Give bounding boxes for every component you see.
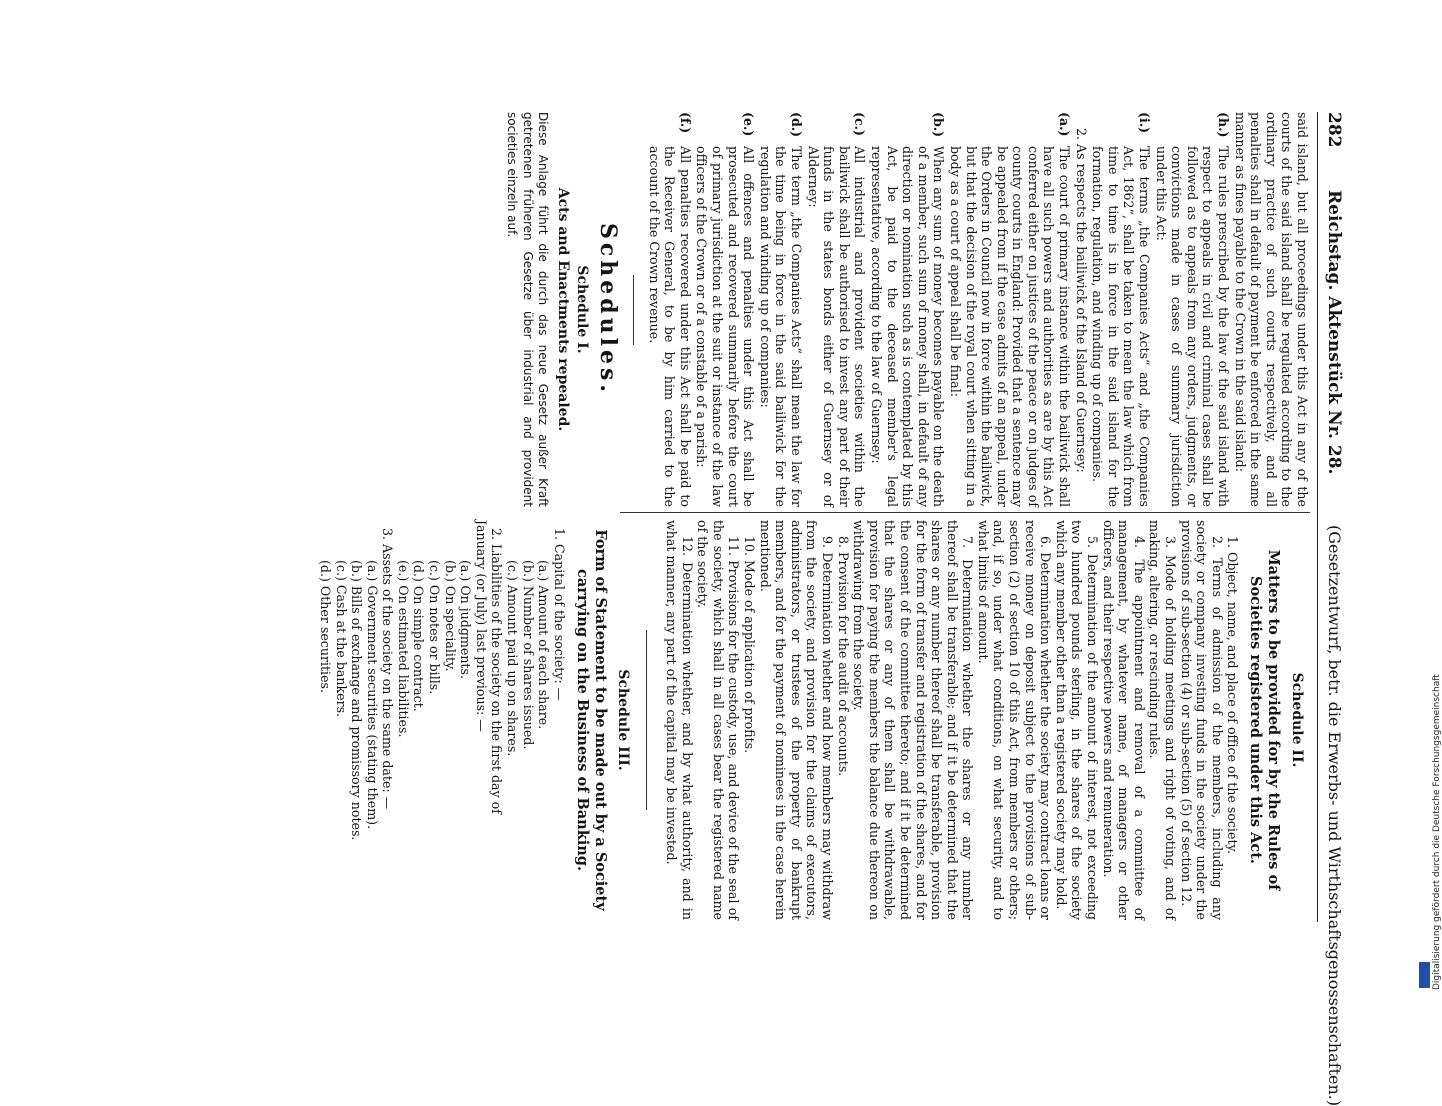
section-paragraph: 2. As respects the bailiwick of the Island of Guernsey: <box>1073 128 1089 473</box>
schedule-item: 3. Mode of holding meetings and right of voting, and of making, altering, or rescinding rules. <box>1147 520 1179 920</box>
statement-line: (b.) Number of shares issued. <box>520 560 536 750</box>
statement-line: January (or July) last previous: — <box>473 520 489 732</box>
clause-text: All industrial and provident societies within the bailiwick shall be authorised to invest any part of their funds in the states bonds either of Guernsey or of Alderney: <box>805 146 868 507</box>
schedule-1-heading: Schedule I. <box>574 265 591 354</box>
clause-label: (b.) <box>931 112 947 138</box>
clause-label: (c.) <box>852 112 868 136</box>
clause-item <box>694 112 756 507</box>
column-divider <box>620 512 1310 513</box>
clause-item <box>757 112 804 507</box>
dfg-logo-icon <box>1419 962 1430 988</box>
clause-item <box>805 112 867 507</box>
section-divider <box>633 275 634 345</box>
schedule-divider <box>646 630 647 810</box>
statement-line: (b.) On speciality. <box>442 560 458 672</box>
statement-line: (a.) Amount of each share. <box>536 560 552 730</box>
schedule-1-title: Acts and Enactments repealed. <box>554 187 571 432</box>
statement-form <box>317 520 567 920</box>
digitization-stamp <box>1418 0 1442 1000</box>
page-number: 282 <box>1324 112 1344 148</box>
statement-line: (b.) Bills of exchange and promissory notes. <box>349 560 365 841</box>
schedule-1-note: Diese Anlage führt die durch das neue Gesetz außer Kraft getretenen früheren Gesetze über industrial and provident societies einzeln auf. <box>505 112 551 507</box>
publication-line: Reichstag. Aktenstück Nr. 28. <box>1324 190 1344 475</box>
statement-line: (a.) Government securities (stating them). <box>364 560 380 830</box>
clause-label: (f.) <box>677 112 693 134</box>
clause-item <box>868 112 946 507</box>
page-header <box>1314 0 1344 1106</box>
statement-line: (d.) Other securities. <box>317 560 333 694</box>
statement-line: (c.) Cash at the bankers. <box>333 560 349 718</box>
schedule-2-title: Matters to be provided for by the Rules of Societies registered under this Act. <box>1247 549 1283 891</box>
schedule-item: 12. Determination whether, and by what authority, and in what manner, any part of the capital may be invested. <box>664 520 695 920</box>
statement-line: (c.) Amount paid up on shares. <box>505 560 521 757</box>
schedule-item: 1. Object, name, and place of office of the society. <box>1225 536 1241 854</box>
clause-label: (h.) <box>1216 112 1232 138</box>
clause-label: (d.) <box>789 112 804 138</box>
schedule-item: 2. Terms of admission of the members, including any society or company investing funds in the society under the provisions of sub-section (4) or sub-section (5) of section 12. <box>1178 520 1225 920</box>
right-column <box>317 520 1310 920</box>
left-column <box>504 112 1311 507</box>
clause-item <box>947 112 1072 507</box>
header-rule <box>1317 112 1318 922</box>
clause-text: All penalties recovered under this Act shall be paid to the Receiver General, to be by him carried to the account of the Crown revenue. <box>646 146 693 507</box>
paragraph-continuation: said island, but all proceedings under this Act in any of the courts of the said island shall be regulated according to the ordinary practice of such courts respectively, and all penalties shall in default of payment be enforced in the same manner as fines payable to the Crown in the said island: <box>1232 112 1310 507</box>
clause-text: The court of primary instance within the bailiwick shall have all such powers and authorities as are by this Act conferred either on justices of the peace or on judges of county courts in England: Provided that a sentence may be appealed from if the case admits of an appeal, under the Orders in Council now in force within the bailiwick, but that the decision of the royal court when sitting in a body as a court of appeal shall be final: <box>947 146 1073 507</box>
statement-line: (c.) On notes or bills. <box>427 560 443 695</box>
schedule-item: 11. Provisions for the custody, use, and device of the seal of the society, which shall in all cases bear the registered name of the society. <box>695 520 742 920</box>
statement-line: 1. Capital of the society: — <box>551 528 567 701</box>
clause-text: When any sum of money becomes payable on the death of a member, such sum of money shall, in default of any direction or nomination such as is contemplated by this Act, be paid to the deceased member's legal representative, according to the law of Guernsey: <box>868 146 947 507</box>
statement-line: (e.) On estimated liabilities. <box>395 560 411 738</box>
schedule-item: 10. Mode of application of profits. <box>742 536 757 754</box>
clause-label: (e.) <box>741 112 757 137</box>
schedule-item: 7. Determination whether the shares or any number thereof shall be transferable; and if it be determined that the shares or any number thereof shall be transferable, provision for the form of transfer and registration of the shares, and for the consent of the committee thereto; and if it be determined that the shares or any of them shall be withdrawable, provision for paying the members the balance due thereon on withdrawing from the society. <box>851 520 976 920</box>
clause-text: The terms „the Companies Acts“ and „the Companies Act, 1862“, shall be taken to mean the law which from time to time is in force in the said island for the formation, regulation, and winding up of companies. <box>1090 146 1153 507</box>
schedule-item: 4. The appointment and removal of a committee of management, by whatever name, of managers or other officers, and their respective powers and remuneration. <box>1100 520 1147 920</box>
schedule-item: 5. Determination of the amount of interest, not exceeding two hundred pounds sterling, in the shares of the society which any member other than a registered society may hold. <box>1053 520 1101 920</box>
schedule-2-heading: Schedule II. <box>1289 672 1305 768</box>
clause-item <box>1090 112 1152 507</box>
digitization-credit: Digitalisierung gefördert durch die Deutsche Forschungsgemeinschaft <box>1432 674 1442 990</box>
schedules-heading: Schedules. <box>595 222 622 397</box>
schedule-3-heading: Schedule III. <box>615 669 632 771</box>
statement-line: (a.) On judgments. <box>458 560 474 679</box>
clause-label: (a.) <box>1057 112 1073 137</box>
statement-line: 3. Assets of the society on the same date: — <box>380 528 396 810</box>
clause-item <box>646 112 693 507</box>
clause-text: The term „the Companies Acts“ shall mean the law for the time being in force in the said bailiwick for the regulation and winding up of companies: <box>757 146 804 507</box>
schedule-3-title: Form of Statement to be made out by a Society carrying on the Business of Banking. <box>573 529 609 911</box>
page-title: (Gesetzentwurf, betr. die Erwerbs- und Wirthschaftsgenossenschaften.) <box>1325 525 1344 1106</box>
schedule-item: 6. Determination whether the society may contract loans or receive money on deposit subject to the provisions of sub-section (2) of section 10 of this Act, from members or others; and, if so, under what conditions, on what security, and to what limits of amount. <box>975 520 1054 920</box>
statement-line: 2. Liabilities of the society on the first day of <box>489 528 505 814</box>
statement-line: (d.) On simple contract. <box>411 560 427 712</box>
clause-text: The rules prescribed by the law of the said island with respect to appeals in civil and criminal cases shall be followed as to appeals from any orders, judgments, or convictions made in cases of summary jurisdiction under this Act: <box>1153 146 1232 507</box>
clause-text: All offences and penalties under this Act shall be prosecuted and recovered summarily before the court of primary jurisdiction at the suit or instance of the law officers of the Crown or of a constable of a parish: <box>694 146 757 507</box>
schedule-item: 9. Determination whether and how members may withdraw from the society, and provision for the claims of executors, administrators, or trustees of the property of bankrupt members, and for the payment of nominees in the case herein mentioned. <box>757 520 835 920</box>
clause-label: (i.) <box>1137 112 1153 134</box>
clause-item <box>1153 112 1231 507</box>
schedule-item: 8. Provision for the audit of accounts. <box>835 536 851 777</box>
